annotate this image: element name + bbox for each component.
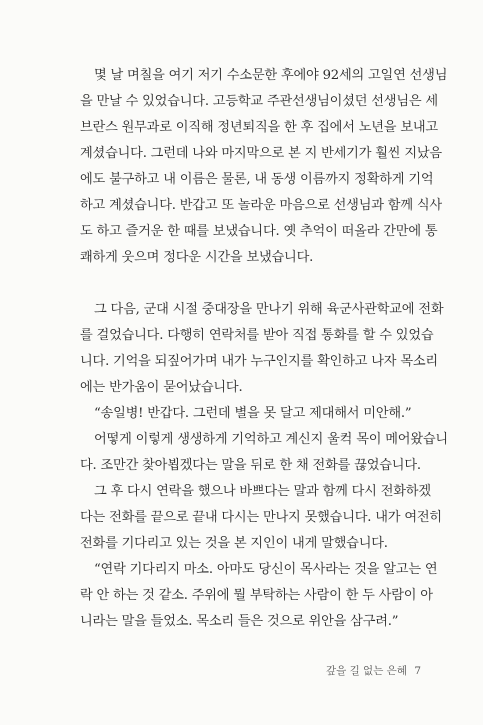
text-line: 계셨습니다. 그런데 나와 마지막으로 본 지 반세기가 훨씬 지났음 [80, 146, 442, 161]
text-line: 어떻게 이렇게 생생하게 기억하고 계신지 울컥 목이 메어왔습니 [94, 432, 448, 447]
text-line: 그 다음, 군대 시절 중대장을 만나기 위해 육군사관학교에 전화 [94, 302, 444, 317]
page-number: 7 [414, 665, 421, 677]
text-line: 그 후 다시 연락을 했으나 바쁘다는 말과 함께 다시 전화하겠 [94, 484, 431, 499]
text-line: 몇 날 며칠을 여기 저기 수소문한 후에야 92세의 고일연 선생님 [94, 68, 448, 83]
text-line: 다는 전화를 끝으로 끝내 다시는 만나지 못했습니다. 내가 여전히 [80, 510, 442, 525]
running-title: 갚을 길 없는 은혜 [325, 665, 407, 677]
text-line: 에는 반가움이 묻어났습니다. [80, 380, 243, 395]
text-line: 니다. 기억을 되짚어가며 내가 누구인지를 확인하고 나자 목소리 [80, 354, 438, 369]
text-line: 다. 조만간 찾아뵙겠다는 말을 뒤로 한 채 전화를 끊었습니다. [80, 458, 421, 473]
text-line: 니라는 말을 들었소. 목소리 들은 것으로 위안을 삼구려.” [80, 614, 399, 629]
text-line: 브란스 원무과로 이직해 정년퇴직을 한 후 집에서 노년을 보내고 [80, 120, 438, 135]
text-line: 락 안 하는 것 같소. 주위에 뭘 부탁하는 사람이 한 두 사람이 아 [80, 588, 433, 603]
text-line: 을 만날 수 있었습니다. 고등학교 주관선생님이셨던 선생님은 세 [80, 94, 438, 109]
text-line: 하고 계셨습니다. 반갑고 또 놀라운 마음으로 선생님과 함께 식사 [80, 198, 442, 213]
page-footer [322, 663, 421, 678]
text-line: 도 하고 즐거운 한 때를 보냈습니다. 옛 추억이 떠올라 간만에 통 [80, 224, 438, 239]
text-line: “연락 기다리지 마소. 아마도 당신이 목사라는 것을 알고는 연 [94, 562, 438, 577]
text-line: 에도 불구하고 내 이름은 물론, 내 동생 이름까지 정확하게 기억 [80, 172, 434, 187]
text-line: 전화를 기다리고 있는 것을 본 지인이 내게 말했습니다. [80, 536, 388, 551]
text-line: 를 걸었습니다. 다행히 연락처를 받아 직접 통화를 할 수 있었습 [80, 328, 434, 343]
text-line: 쾌하게 웃으며 정다운 시간을 보냈습니다. [80, 250, 314, 265]
text-line: “송일병! 반갑다. 그런데 별을 못 달고 제대해서 미안해.” [94, 406, 412, 421]
